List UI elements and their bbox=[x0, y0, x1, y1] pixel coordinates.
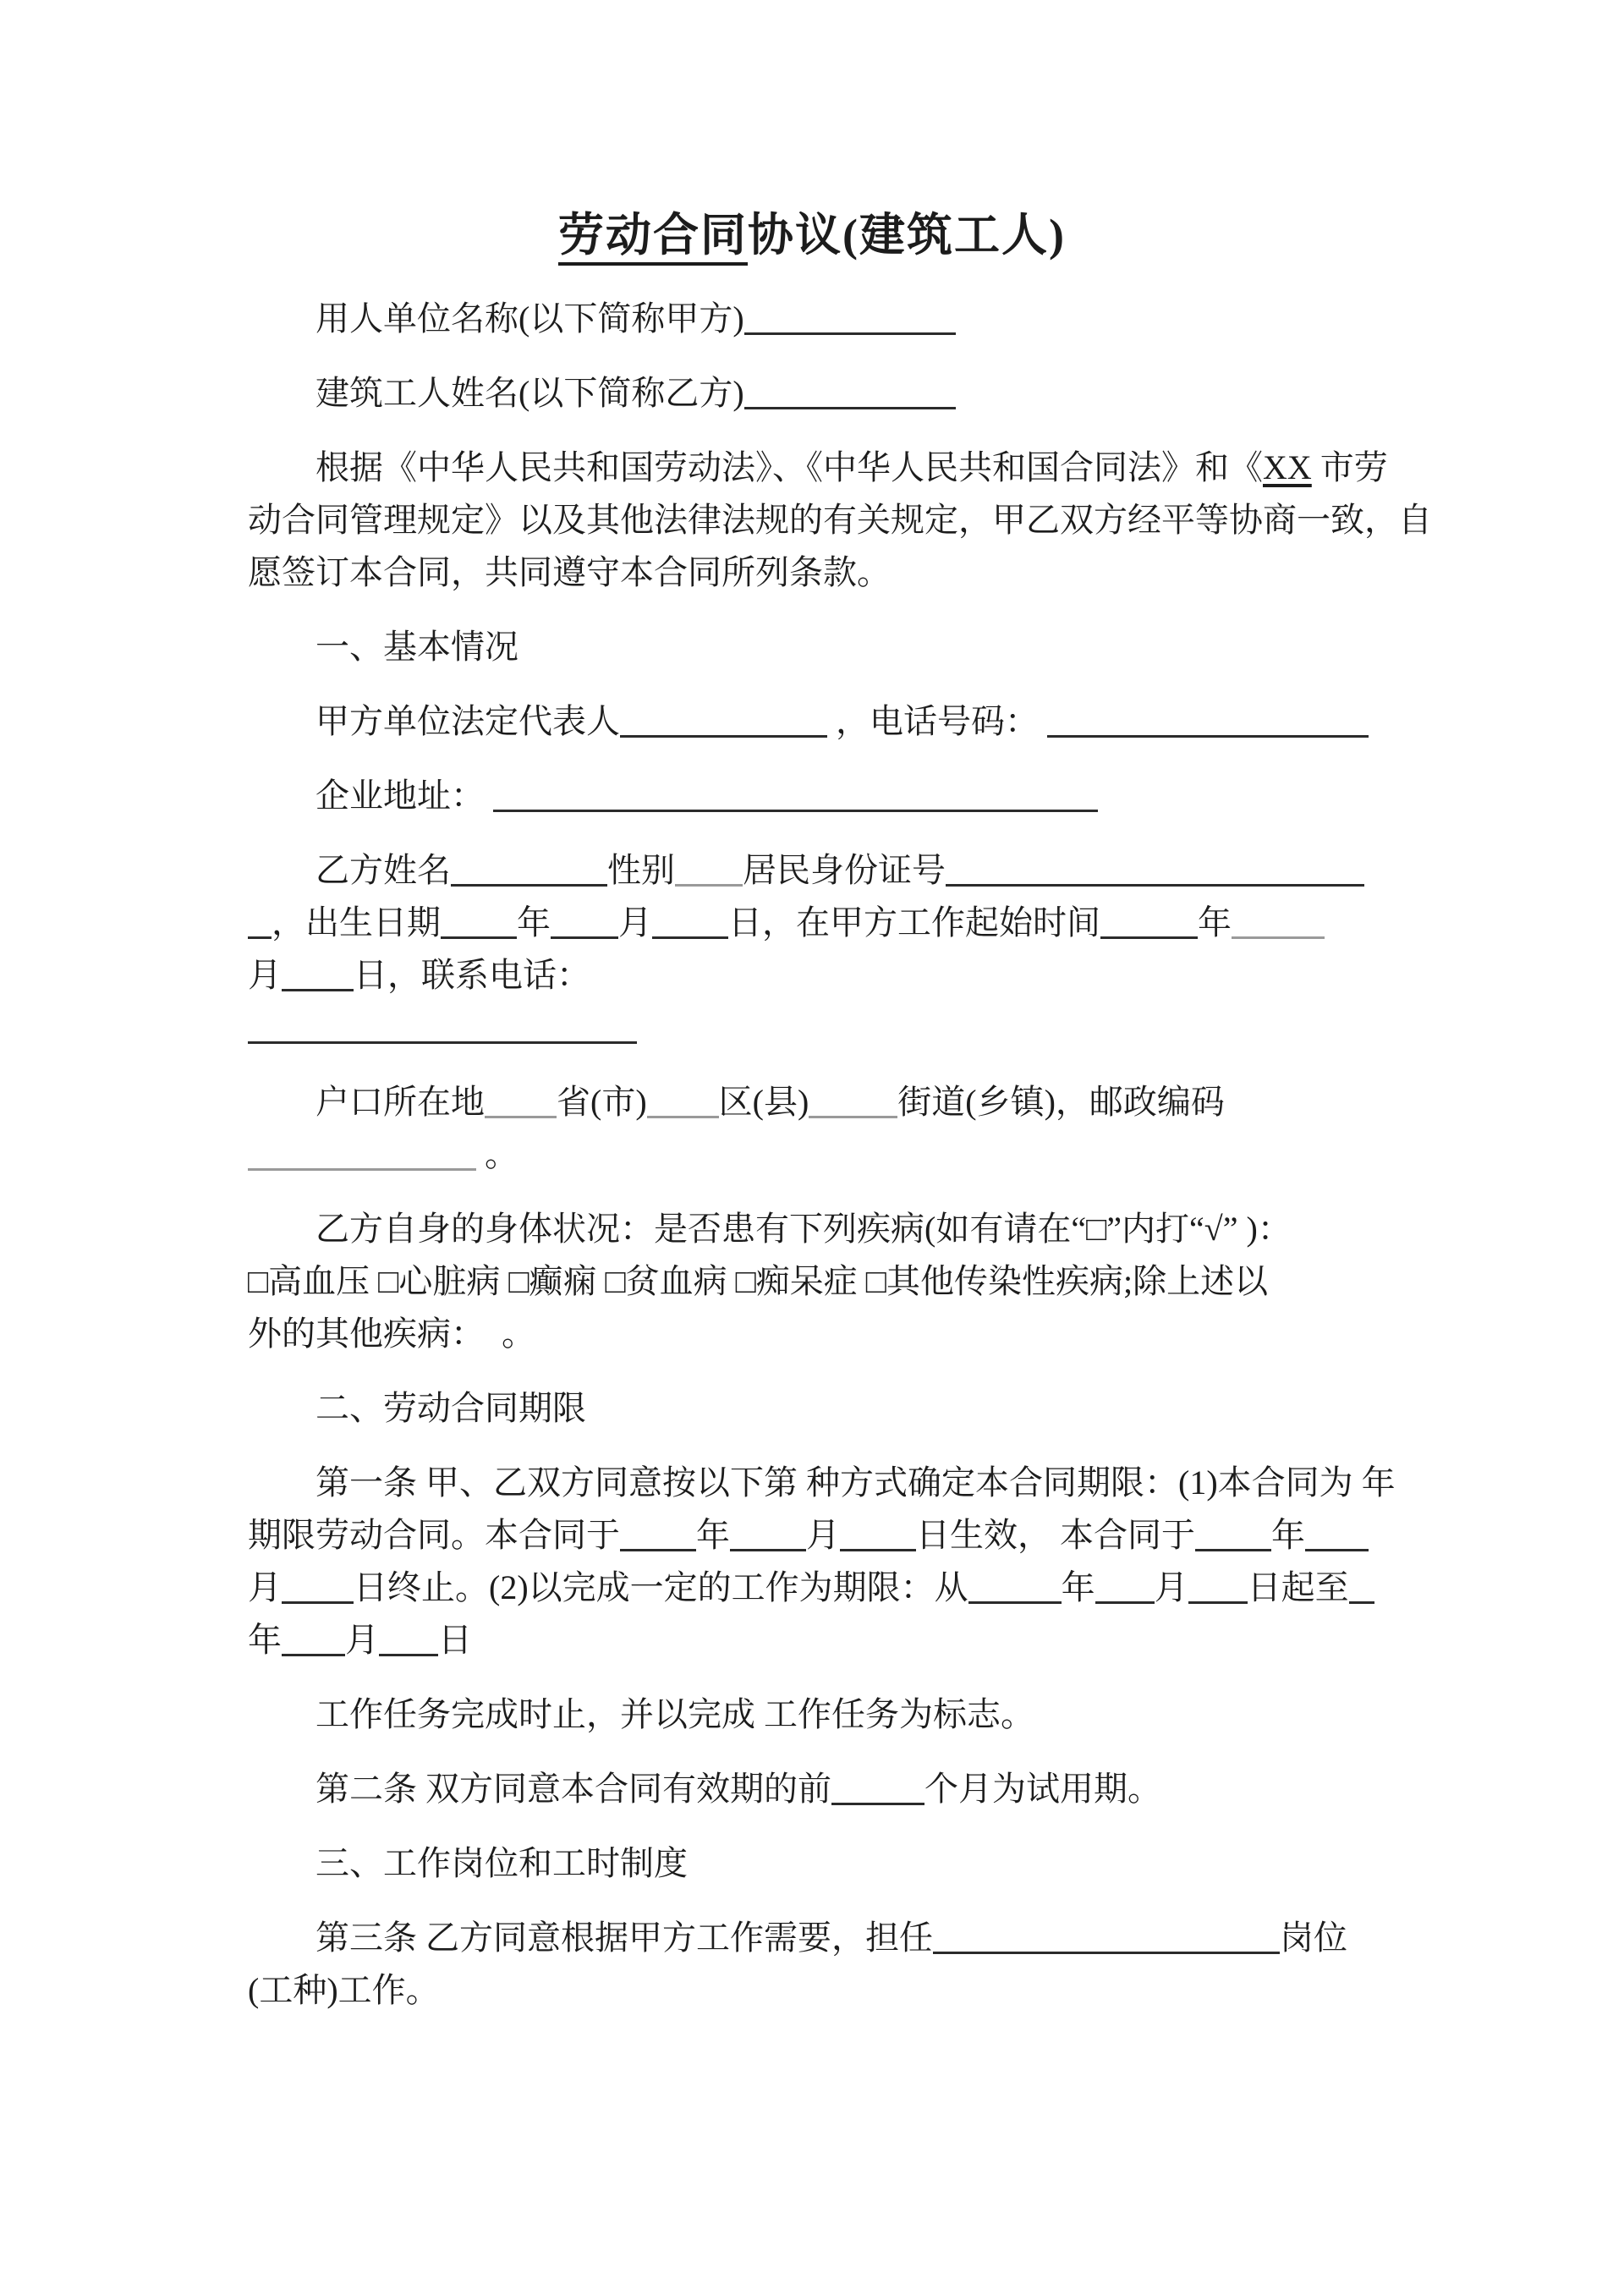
text-segment: 岗位 bbox=[1280, 1919, 1347, 1957]
blank-field bbox=[1188, 1596, 1248, 1604]
text-segment: 年 bbox=[696, 1516, 730, 1554]
blank-field bbox=[1349, 1596, 1374, 1604]
text-segment: 市劳 bbox=[1311, 448, 1388, 486]
blank-field bbox=[840, 1544, 916, 1551]
blank-field bbox=[1195, 1544, 1271, 1551]
blank-field bbox=[647, 1111, 719, 1118]
blank-field bbox=[744, 402, 956, 409]
document-line bbox=[248, 1002, 1379, 1054]
blank-field bbox=[248, 1036, 637, 1044]
blank-field bbox=[379, 1649, 438, 1656]
blank-field bbox=[282, 1649, 345, 1656]
text-segment: 用人单位名称(以下简称甲方) bbox=[315, 299, 744, 338]
text-segment: 动合同管理规定》以及其他法律法规的有关规定，甲乙双方经平等协商一致，自 bbox=[248, 501, 1432, 539]
text-segment: ，出生日期 bbox=[272, 903, 441, 942]
text-segment: 根据《中华人民共和国劳动法》、《中华人民共和国合同法》和《 bbox=[315, 448, 1263, 486]
text-segment: 年 bbox=[517, 903, 551, 942]
document-line bbox=[248, 367, 1379, 420]
text-segment: 街道(乡镇)，邮政编码 bbox=[897, 1083, 1225, 1121]
document-line bbox=[248, 1509, 1379, 1562]
text-segment: 日，在甲方工作起始时间 bbox=[728, 903, 1100, 942]
document-line bbox=[248, 621, 1379, 673]
text-segment: 日 bbox=[438, 1621, 472, 1659]
blank-field bbox=[933, 1946, 1280, 1954]
blank-field bbox=[946, 879, 1364, 887]
text-segment: 年 bbox=[248, 1621, 282, 1659]
text-segment: 第二条 双方同意本合同有效期的前 bbox=[315, 1770, 831, 1808]
blank-field bbox=[620, 730, 827, 738]
text-segment: 期限劳动合同。本合同于 bbox=[248, 1516, 620, 1554]
document-body bbox=[0, 293, 1624, 2017]
blank-field bbox=[675, 879, 743, 887]
blank-field bbox=[485, 1111, 557, 1118]
text-segment: (工种)工作。 bbox=[248, 1971, 440, 2009]
document-line bbox=[248, 1614, 1379, 1666]
text-segment: 日起至 bbox=[1247, 1568, 1349, 1606]
text-segment: 月 bbox=[1154, 1568, 1188, 1606]
text-segment: 个月为试用期。 bbox=[924, 1770, 1161, 1808]
document-line bbox=[248, 1308, 1379, 1360]
document-line bbox=[248, 442, 1388, 494]
text-segment: □高血压 □心脏病 □癫痫 □贫血病 □痴呆症 □其他传染性疾病;除上述以 bbox=[248, 1262, 1269, 1300]
text-segment: 甲方单位法定代表人 bbox=[315, 702, 620, 740]
blank-field bbox=[620, 1544, 696, 1551]
title-text: 协议(建筑工人) bbox=[748, 210, 1066, 261]
blank-field bbox=[1305, 1544, 1369, 1551]
text-segment: 建筑工人姓名(以下简称乙方) bbox=[315, 374, 744, 412]
blank-field bbox=[551, 931, 618, 939]
text-segment: 。 bbox=[476, 1135, 518, 1173]
document-line bbox=[248, 1912, 1379, 1964]
blank-field bbox=[1047, 730, 1369, 738]
document-line bbox=[248, 1837, 1379, 1890]
document-line bbox=[248, 494, 1432, 546]
text-segment: 乙方姓名 bbox=[315, 851, 451, 889]
document-line bbox=[248, 949, 1379, 1002]
blank-field bbox=[968, 1596, 1062, 1604]
text-segment: 外的其他疾病： 。 bbox=[248, 1315, 535, 1353]
document-line bbox=[248, 770, 1379, 822]
text-segment: 省(市) bbox=[557, 1083, 647, 1121]
text-segment: 二、劳动合同期限 bbox=[315, 1389, 586, 1427]
blank-field bbox=[730, 1544, 806, 1551]
blank-field bbox=[248, 1163, 476, 1171]
text-segment: 居民身份证号 bbox=[743, 851, 946, 889]
text-segment: 日，联系电话： bbox=[354, 956, 590, 994]
document-line bbox=[248, 1128, 1379, 1181]
text-segment: ，电话号码： bbox=[827, 702, 1047, 740]
text-segment: 月 bbox=[345, 1621, 379, 1659]
document-line bbox=[248, 1382, 1379, 1435]
blank-field bbox=[652, 931, 728, 939]
text-segment: 企业地址： bbox=[315, 777, 493, 815]
blank-field bbox=[1095, 1596, 1155, 1604]
text-segment: 第一条 甲、乙双方同意按以下第 种方式确定本合同期限：(1)本合同为 年 bbox=[315, 1463, 1396, 1502]
document-title bbox=[0, 201, 1624, 269]
text-segment: 月 bbox=[806, 1516, 840, 1554]
document-line bbox=[248, 897, 1379, 949]
text-segment: 年 bbox=[1061, 1568, 1095, 1606]
blank-field bbox=[809, 1111, 897, 1118]
blank-field bbox=[1232, 931, 1325, 939]
document-line bbox=[248, 1255, 1379, 1308]
text-segment: 月 bbox=[618, 903, 652, 942]
text-segment: 户口所在地 bbox=[315, 1083, 485, 1121]
blank-field bbox=[248, 931, 272, 939]
text-segment: 日生效， 本合同于 bbox=[916, 1516, 1195, 1554]
text-segment: 第三条 乙方同意根据甲方工作需要，担任 bbox=[315, 1919, 933, 1957]
blank-field bbox=[282, 1596, 354, 1604]
text-segment: 愿签订本合同，共同遵守本合同所列条款。 bbox=[248, 553, 891, 591]
blank-field bbox=[441, 931, 517, 939]
text-segment: 一、基本情况 bbox=[315, 628, 518, 666]
document-line bbox=[248, 844, 1379, 897]
blank-field bbox=[451, 879, 607, 887]
underlined-text: XX bbox=[1263, 448, 1312, 486]
text-segment: 月 bbox=[248, 956, 282, 994]
blank-field bbox=[282, 984, 354, 991]
blank-field bbox=[1100, 931, 1198, 939]
document-line bbox=[248, 1763, 1379, 1815]
text-segment: 日终止。(2)以完成一定的工作为期限：从 bbox=[354, 1568, 968, 1606]
document-line bbox=[248, 293, 1379, 345]
document-line bbox=[248, 546, 1379, 599]
text-segment: 月 bbox=[248, 1568, 282, 1606]
document-line bbox=[248, 1203, 1379, 1255]
blank-field bbox=[493, 804, 1098, 812]
document-line bbox=[248, 1076, 1379, 1128]
text-segment: 年 bbox=[1198, 903, 1232, 942]
document-line bbox=[248, 1457, 1396, 1509]
text-segment: 性别 bbox=[607, 851, 675, 889]
text-segment: 乙方自身的身体状况：是否患有下列疾病(如有请在“□”内打“√” )： bbox=[315, 1210, 1292, 1248]
text-segment: 区(县) bbox=[718, 1083, 809, 1121]
blank-field bbox=[744, 327, 956, 335]
text-segment: 三、工作岗位和工时制度 bbox=[315, 1844, 688, 1882]
blank-field bbox=[831, 1798, 924, 1805]
document-line bbox=[248, 1964, 1379, 2017]
title-underlined-text: 劳动合同 bbox=[558, 210, 748, 266]
document-line bbox=[248, 1562, 1379, 1614]
document-line bbox=[248, 1688, 1379, 1741]
document-line bbox=[248, 695, 1379, 748]
text-segment: 工作任务完成时止，并以完成 工作任务为标志。 bbox=[315, 1695, 1034, 1733]
text-segment: 年 bbox=[1271, 1516, 1305, 1554]
